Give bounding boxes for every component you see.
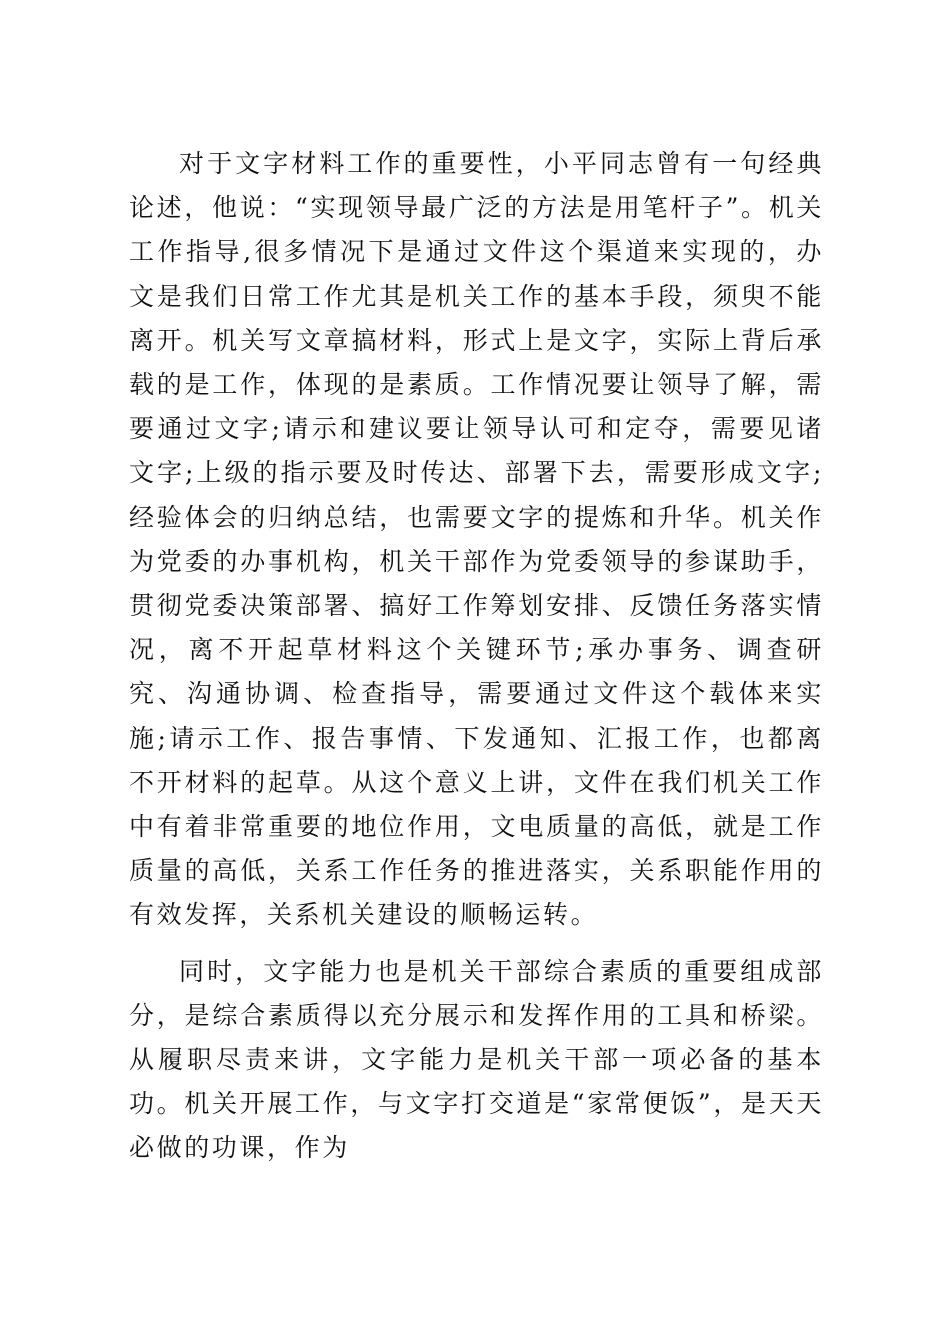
document-body <box>129 142 824 1171</box>
paragraph-1: 对于文字材料工作的重要性，小平同志曾有一句经典论述，他说：“实现领导最广泛的方法是用笔杆子”。机关工作指导,很多情况下是通过文件这个渠道来实现的，办文是我们日常工作尤其是机关工作的基本手段，须臾不能离开。机关写文章搞材料，形式上是文字，实际上背后承载的是工作，体现的是素质。工作情况要让领导了解，需要通过文字;请示和建议要让领导认可和定夺，需要见诸文字;上级的指示要及时传达、部署下去，需要形成文字;经验体会的归纳总结，也需要文字的提炼和升华。机关作为党委的办事机构，机关干部作为党委领导的参谋助手，贯彻党委决策部署、搞好工作筹划安排、反馈任务落实情况，离不开起草材料这个关键环节;承办事务、调查研究、沟通协调、检查指导，需要通过文件这个载体来实施;请示工作、报告事情、下发通知、汇报工作，也都离不开材料的起草。从这个意义上讲，文件在我们机关工作中有着非常重要的地位作用，文电质量的高低，就是工作质量的高低，关系工作任务的推进落实，关系职能作用的有效发挥，关系机关建设的顺畅运转。 <box>129 149 824 930</box>
paragraph-2: 同时，文字能力也是机关干部综合素质的重要组成部分，是综合素质得以充分展示和发挥作用的工具和桥梁。从履职尽责来讲，文字能力是机关干部一项必备的基本功。机关开展工作，与文字打交道是“家常便饭”，是天天必做的功课，作为 <box>129 956 824 1163</box>
